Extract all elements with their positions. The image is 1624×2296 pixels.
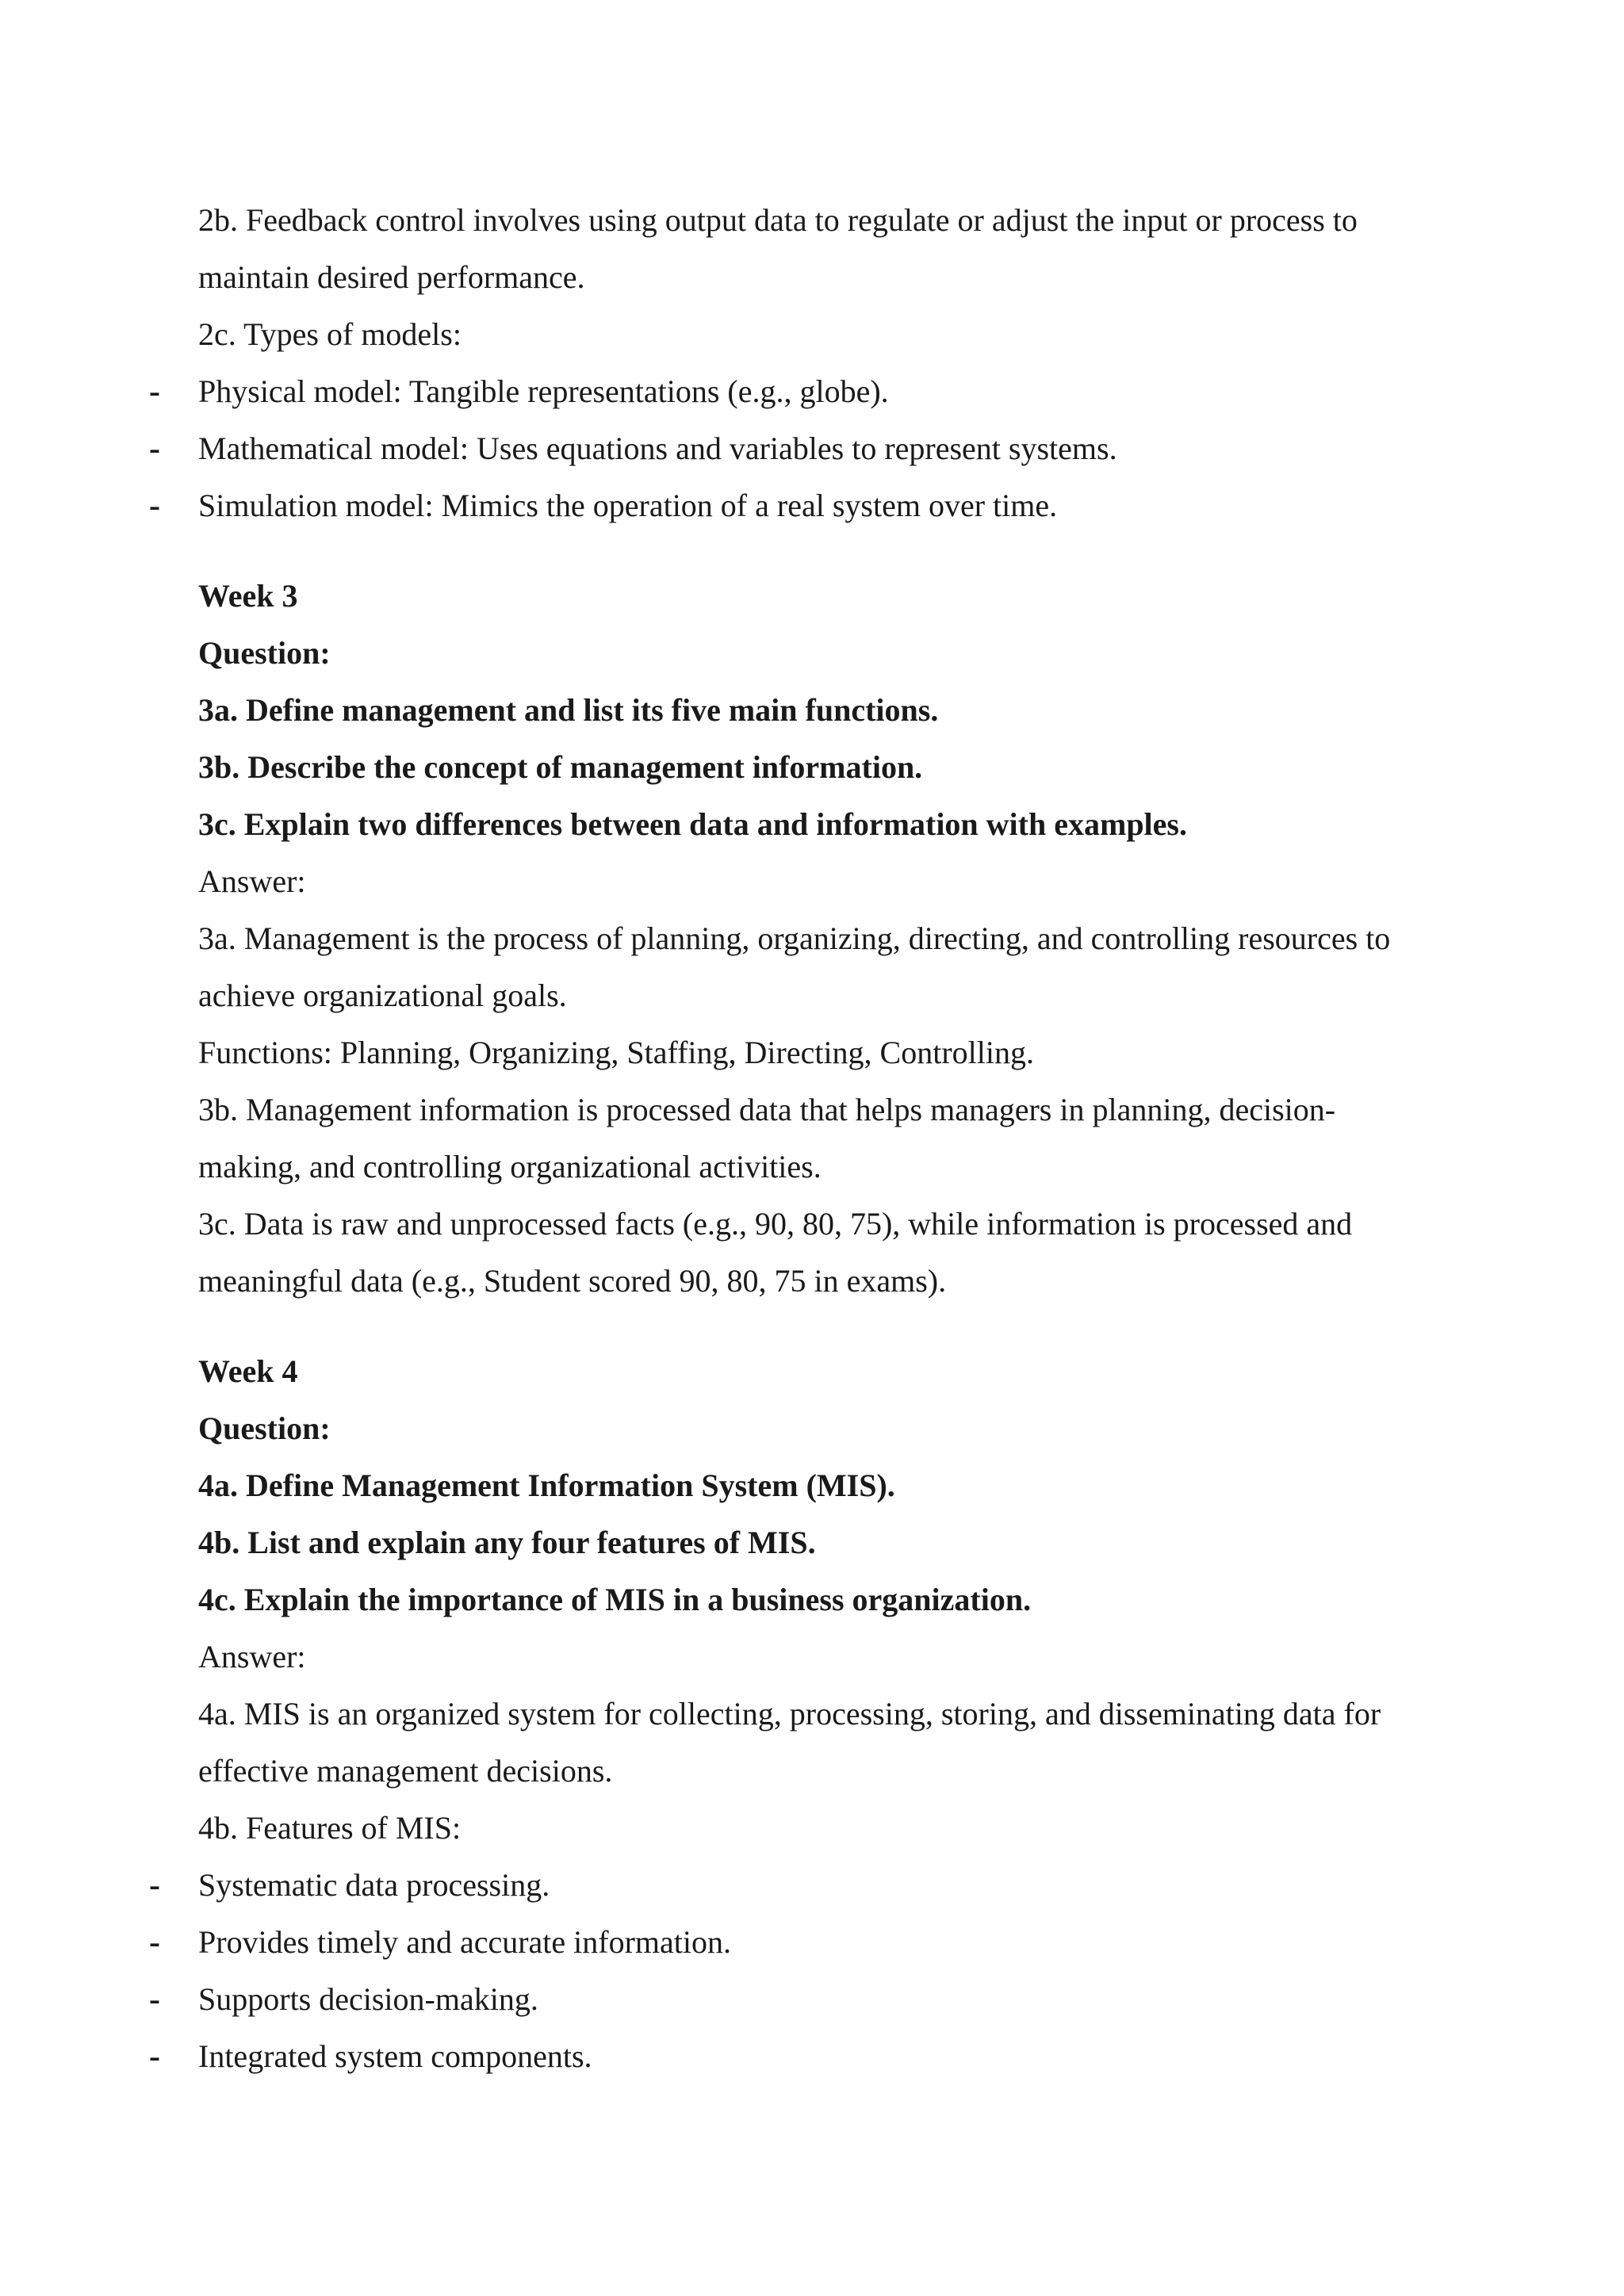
- section-gap: [198, 1310, 1467, 1343]
- week-3-question-label: Question:: [198, 635, 331, 671]
- week-3-answer-label: Answer:: [198, 863, 306, 899]
- week-3-title: Week 3: [198, 578, 298, 614]
- bullet-dash: -: [149, 488, 160, 524]
- feature-4: Integrated system components.: [198, 2038, 592, 2074]
- bullet-dash: -: [149, 373, 160, 410]
- question-4c: 4c. Explain the importance of MIS in a business organization.: [198, 1582, 1032, 1617]
- answer-4a-line-2: effective management decisions.: [198, 1753, 613, 1789]
- question-3a: 3a. Define management and list its five main functions.: [198, 692, 939, 728]
- answer-2c-heading: 2c. Types of models:: [198, 316, 462, 352]
- model-physical: Physical model: Tangible representations (e.g., globe).: [198, 373, 889, 409]
- bullet-dash: -: [149, 2038, 160, 2075]
- list-item: [149, 1914, 1467, 1971]
- question-4a: 4a. Define Management Information System (MIS).: [198, 1468, 895, 1503]
- answer-2b-line-1: 2b. Feedback control involves using output data to regulate or adjust the input or process to: [198, 202, 1358, 238]
- bullet-dash: -: [149, 1924, 160, 1961]
- model-simulation: Simulation model: Mimics the operation of a real system over time.: [198, 488, 1058, 523]
- model-mathematical: Mathematical model: Uses equations and variables to represent systems.: [198, 430, 1117, 466]
- feature-2: Provides timely and accurate information.: [198, 1924, 732, 1960]
- section-gap: [198, 534, 1467, 568]
- answer-3c-line-1: 3c. Data is raw and unprocessed facts (e.g., 90, 80, 75), while information is processed and: [198, 1206, 1353, 1242]
- bullet-dash: -: [149, 1867, 160, 1904]
- list-item: [149, 420, 1467, 477]
- bullet-dash: -: [149, 430, 160, 467]
- document-body: [149, 192, 1467, 2085]
- list-item: [149, 477, 1467, 534]
- answer-3c-line-2: meaningful data (e.g., Student scored 90, 80, 75 in exams).: [198, 1263, 947, 1299]
- bullet-dash: -: [149, 1981, 160, 2018]
- answer-2b-line-2: maintain desired performance.: [198, 259, 585, 295]
- list-item: [149, 1971, 1467, 2028]
- management-functions: Functions: Planning, Organizing, Staffing, Directing, Controlling.: [198, 1035, 1035, 1070]
- week-4-answer-label: Answer:: [198, 1639, 306, 1674]
- answer-3a-line-1: 3a. Management is the process of planning, organizing, directing, and controlling resources to: [198, 920, 1391, 956]
- feature-3: Supports decision-making.: [198, 1981, 538, 2017]
- question-3c: 3c. Explain two differences between data and information with examples.: [198, 806, 1187, 842]
- list-item: [149, 1857, 1467, 1914]
- answer-3b-line-1: 3b. Management information is processed data that helps managers in planning, decision-: [198, 1092, 1336, 1127]
- feature-1: Systematic data processing.: [198, 1867, 550, 1903]
- answer-3a-line-2: achieve organizational goals.: [198, 978, 567, 1013]
- question-4b: 4b. List and explain any four features of MIS.: [198, 1525, 816, 1560]
- list-item: [149, 363, 1467, 420]
- answer-3b-line-2: making, and controlling organizational activities.: [198, 1149, 822, 1184]
- question-3b: 3b. Describe the concept of management information.: [198, 749, 923, 785]
- answer-4a-line-1: 4a. MIS is an organized system for collecting, processing, storing, and disseminating data for: [198, 1696, 1381, 1732]
- answer-4b-heading: 4b. Features of MIS:: [198, 1810, 462, 1846]
- list-item: [149, 2028, 1467, 2085]
- week-4-title: Week 4: [198, 1353, 298, 1389]
- week-4-question-label: Question:: [198, 1410, 331, 1446]
